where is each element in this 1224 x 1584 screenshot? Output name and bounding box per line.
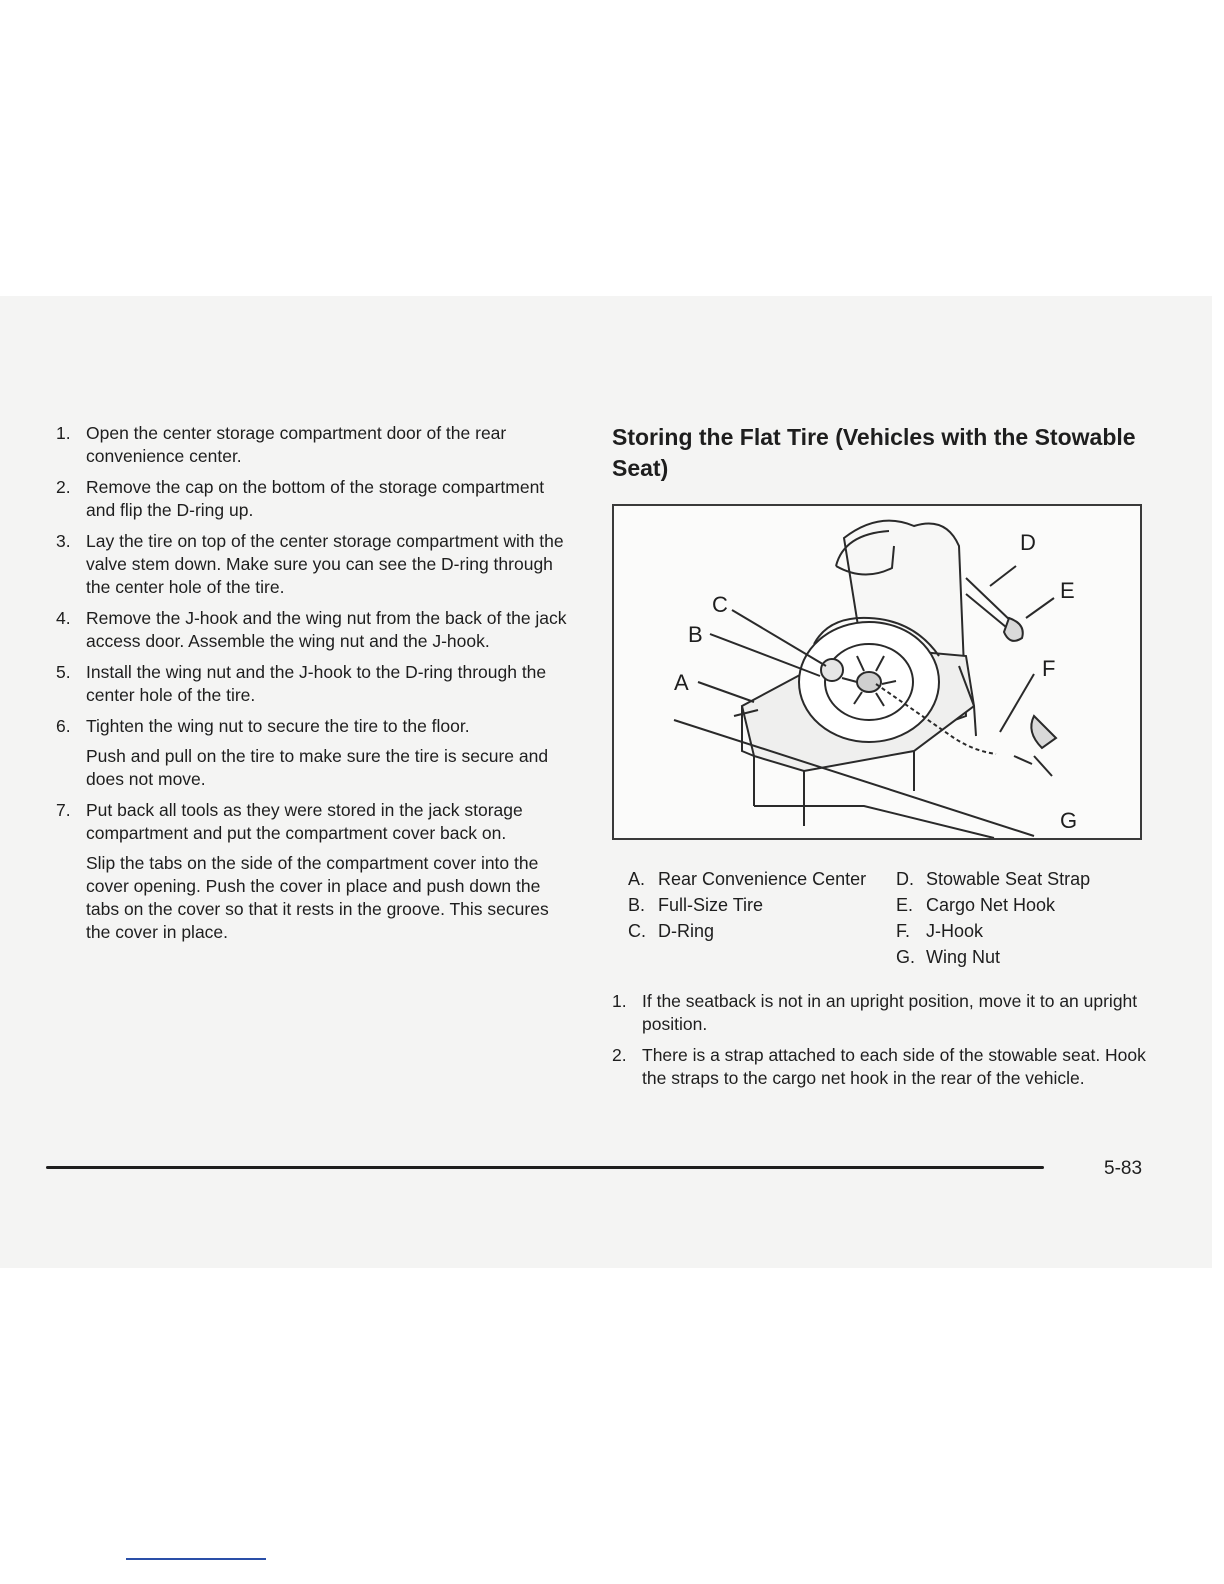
legend-key: E. <box>896 895 914 915</box>
procedure-steps-list <box>56 422 576 944</box>
step-item <box>56 715 576 791</box>
legend-label: Wing Nut <box>926 947 1001 967</box>
step-note: Push and pull on the tire to make sure the tire is secure and does not move. <box>86 746 549 789</box>
flat-tire-storage-illustration <box>612 504 1142 840</box>
legend-label: Full-Size Tire <box>658 895 764 915</box>
legend-item <box>628 892 878 918</box>
legend-item <box>896 944 1156 970</box>
legend-key: G. <box>896 947 916 967</box>
callout-f: F <box>1042 656 1056 681</box>
legend-label: D-Ring <box>658 921 715 941</box>
legend-label: Cargo Net Hook <box>926 895 1056 915</box>
step-item <box>56 607 576 653</box>
footer-rule <box>46 1166 1044 1169</box>
step-number: 6. <box>56 716 71 736</box>
callout-c: C <box>712 592 728 617</box>
step-item <box>612 1044 1152 1090</box>
step-text: There is a strap attached to each side of the stowable seat. Hook the straps to the cargo net hook in the rear of the vehicle. <box>642 1045 1146 1088</box>
storing-steps-list <box>612 990 1152 1090</box>
callout-b: B <box>688 622 703 647</box>
step-text: Install the wing nut and the J-hook to the D-ring through the center hole of the tire. <box>86 662 547 705</box>
footer-link-underline <box>126 1558 266 1560</box>
step-number: 4. <box>56 608 71 628</box>
step-text: Open the center storage compartment door of the rear convenience center. <box>86 423 507 466</box>
legend-item <box>896 892 1156 918</box>
page-number: 5-83 <box>1104 1158 1143 1179</box>
left-column <box>56 422 576 952</box>
legend-key: C. <box>628 921 646 941</box>
legend-key: A. <box>628 869 646 889</box>
legend-item <box>628 918 878 944</box>
callout-d: D <box>1020 530 1036 555</box>
legend-item <box>896 866 1156 892</box>
step-item <box>56 476 576 522</box>
legend-label: J-Hook <box>926 921 984 941</box>
step-text: Remove the cap on the bottom of the storage compartment and flip the D-ring up. <box>86 477 545 520</box>
legend-column-right <box>896 866 1156 970</box>
figure-legend <box>612 866 1152 978</box>
step-number: 1. <box>56 423 71 443</box>
legend-column-left <box>628 866 878 944</box>
step-item <box>56 799 576 944</box>
step-note: Slip the tabs on the side of the compartment cover into the cover opening. Push the cover in place and push down the tabs on the cover so that it rests in the groove. This secures the cover in place. <box>86 853 549 942</box>
step-number: 7. <box>56 800 71 820</box>
step-item <box>56 422 576 468</box>
section-title: Storing the Flat Tire (Vehicles with the Stowable Seat) <box>612 424 1136 481</box>
callout-a: A <box>674 670 689 695</box>
legend-item <box>896 918 1156 944</box>
right-column <box>612 422 1152 1098</box>
legend-item <box>628 866 878 892</box>
legend-key: F. <box>896 921 911 941</box>
legend-key: D. <box>896 869 914 889</box>
step-text: Put back all tools as they were stored in the jack storage compartment and put the compartment cover back on. <box>86 800 523 843</box>
step-text: Lay the tire on top of the center storage compartment with the valve stem down. Make sure you can see the D-ring through the center hole of the tire. <box>86 531 564 597</box>
step-number: 2. <box>612 1045 627 1065</box>
illustration-drawing <box>614 506 1140 838</box>
step-text: Remove the J-hook and the wing nut from the back of the jack access door. Assemble the wing nut and the J-hook. <box>86 608 567 651</box>
step-item <box>612 990 1152 1036</box>
step-text: Tighten the wing nut to secure the tire to the floor. <box>86 716 470 736</box>
step-number: 2. <box>56 477 71 497</box>
step-number: 5. <box>56 662 71 682</box>
callout-e: E <box>1060 578 1075 603</box>
step-text: If the seatback is not in an upright position, move it to an upright position. <box>642 991 1138 1034</box>
legend-label: Stowable Seat Strap <box>926 869 1091 889</box>
step-number: 3. <box>56 531 71 551</box>
callout-g: G <box>1060 808 1078 833</box>
step-item <box>56 661 576 707</box>
step-number: 1. <box>612 991 627 1011</box>
legend-key: B. <box>628 895 646 915</box>
legend-label: Rear Convenience Center <box>658 869 867 889</box>
step-item <box>56 530 576 599</box>
